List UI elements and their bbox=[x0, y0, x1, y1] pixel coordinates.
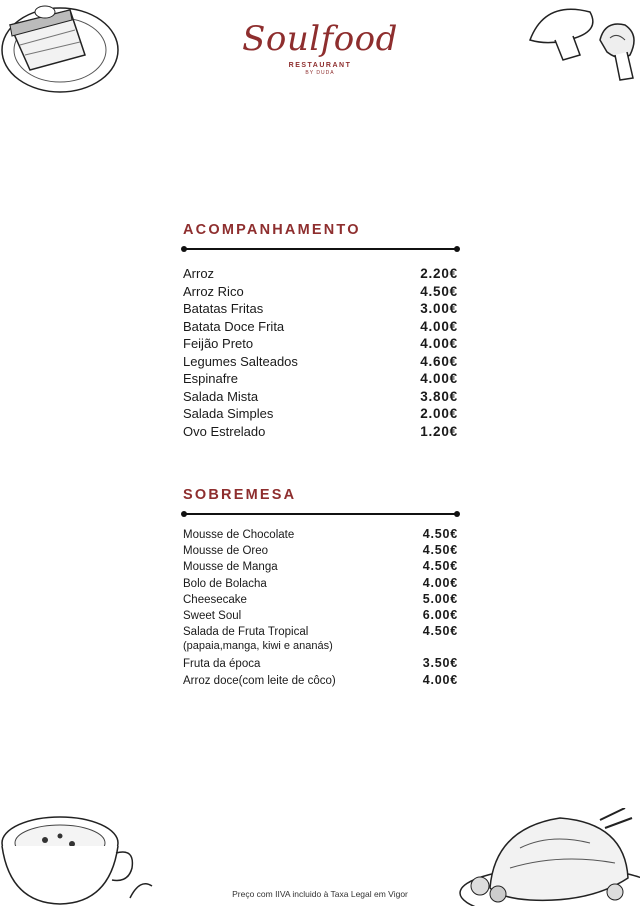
menu-item bbox=[183, 266, 458, 284]
pie-slice-illustration bbox=[0, 0, 125, 100]
item-price: 4.50€ bbox=[422, 527, 458, 541]
item-price: 1.20€ bbox=[420, 423, 458, 439]
item-price: 4.00€ bbox=[420, 318, 458, 334]
menu-item bbox=[183, 354, 458, 372]
menu-item bbox=[183, 284, 458, 302]
item-name: Mousse de Manga bbox=[183, 561, 278, 574]
item-price: 2.00€ bbox=[420, 406, 458, 421]
item-price: 4.00€ bbox=[420, 371, 458, 386]
item-price: 4.50€ bbox=[422, 624, 458, 639]
item-price: 4.60€ bbox=[420, 353, 458, 369]
item-name: Batata Doce Frita bbox=[183, 318, 285, 334]
item-price: 4.00€ bbox=[422, 672, 458, 687]
item-name: Arroz Rico bbox=[183, 283, 244, 299]
menu-item bbox=[183, 673, 458, 689]
item-name: Sweet Soul bbox=[183, 609, 242, 622]
brand-name: Soulfood bbox=[242, 19, 398, 59]
menu-item bbox=[183, 301, 458, 319]
item-price: 4.50€ bbox=[422, 559, 458, 574]
section-title: SOBREMESA bbox=[183, 487, 297, 503]
item-name: Salada Simples bbox=[183, 406, 274, 421]
item-name: Legumes Salteados bbox=[183, 353, 298, 369]
item-name: Arroz bbox=[183, 266, 215, 281]
item-name: Salada Mista bbox=[183, 388, 259, 404]
section-sobremesa bbox=[183, 487, 458, 689]
menu-item bbox=[183, 424, 458, 442]
item-price: 2.20€ bbox=[420, 266, 458, 281]
menu-item bbox=[183, 389, 458, 407]
menu-item bbox=[183, 624, 458, 640]
item-note: (papaia,manga, kiwi e ananás) bbox=[183, 640, 333, 653]
item-price: 4.00€ bbox=[420, 336, 458, 351]
item-name: Mousse de Chocolate bbox=[183, 529, 295, 541]
item-price: 5.00€ bbox=[422, 591, 458, 606]
item-price: 4.00€ bbox=[422, 575, 458, 590]
item-price: 4.50€ bbox=[422, 543, 458, 558]
section-divider bbox=[183, 248, 458, 250]
menu-item bbox=[183, 336, 458, 354]
item-name: Cheesecake bbox=[183, 593, 247, 606]
menu-item bbox=[183, 608, 458, 624]
brand-subtag: BY DUDA bbox=[305, 70, 335, 76]
section-title: ACOMPANHAMENTO bbox=[183, 222, 361, 238]
brand-tagline: RESTAURANT bbox=[288, 62, 352, 69]
item-name: Feijão Preto bbox=[183, 336, 254, 351]
menu-item bbox=[183, 319, 458, 337]
section-acompanhamento bbox=[183, 222, 458, 441]
item-name: Arroz doce(com leite de côco) bbox=[183, 674, 336, 687]
item-price: 6.00€ bbox=[422, 607, 458, 622]
menu-item bbox=[183, 576, 458, 592]
item-name: Bolo de Bolacha bbox=[183, 577, 267, 590]
menu-item bbox=[183, 656, 458, 672]
item-name: Mousse de Oreo bbox=[183, 545, 269, 558]
menu-item bbox=[183, 559, 458, 575]
item-price: 4.50€ bbox=[420, 283, 458, 299]
menu-item bbox=[183, 527, 458, 543]
item-name: Espinafre bbox=[183, 371, 238, 386]
menu-item bbox=[183, 592, 458, 608]
menu-item bbox=[183, 406, 458, 424]
item-price: 3.50€ bbox=[422, 656, 458, 671]
footer-tax-note: Preço com IIVA incluido à Taxa Legal em Vigor bbox=[232, 889, 408, 899]
menu-item bbox=[183, 371, 458, 389]
item-name: Salada de Fruta Tropical bbox=[183, 626, 309, 639]
section-divider bbox=[183, 513, 458, 515]
brand-logo bbox=[240, 18, 400, 108]
item-name: Ovo Estrelado bbox=[183, 423, 266, 439]
mushrooms-illustration bbox=[525, 0, 640, 85]
menu-item bbox=[183, 543, 458, 559]
item-name: Batatas Fritas bbox=[183, 301, 264, 316]
item-name: Fruta da época bbox=[183, 658, 261, 671]
item-price: 3.80€ bbox=[420, 388, 458, 404]
item-price: 3.00€ bbox=[420, 301, 458, 316]
